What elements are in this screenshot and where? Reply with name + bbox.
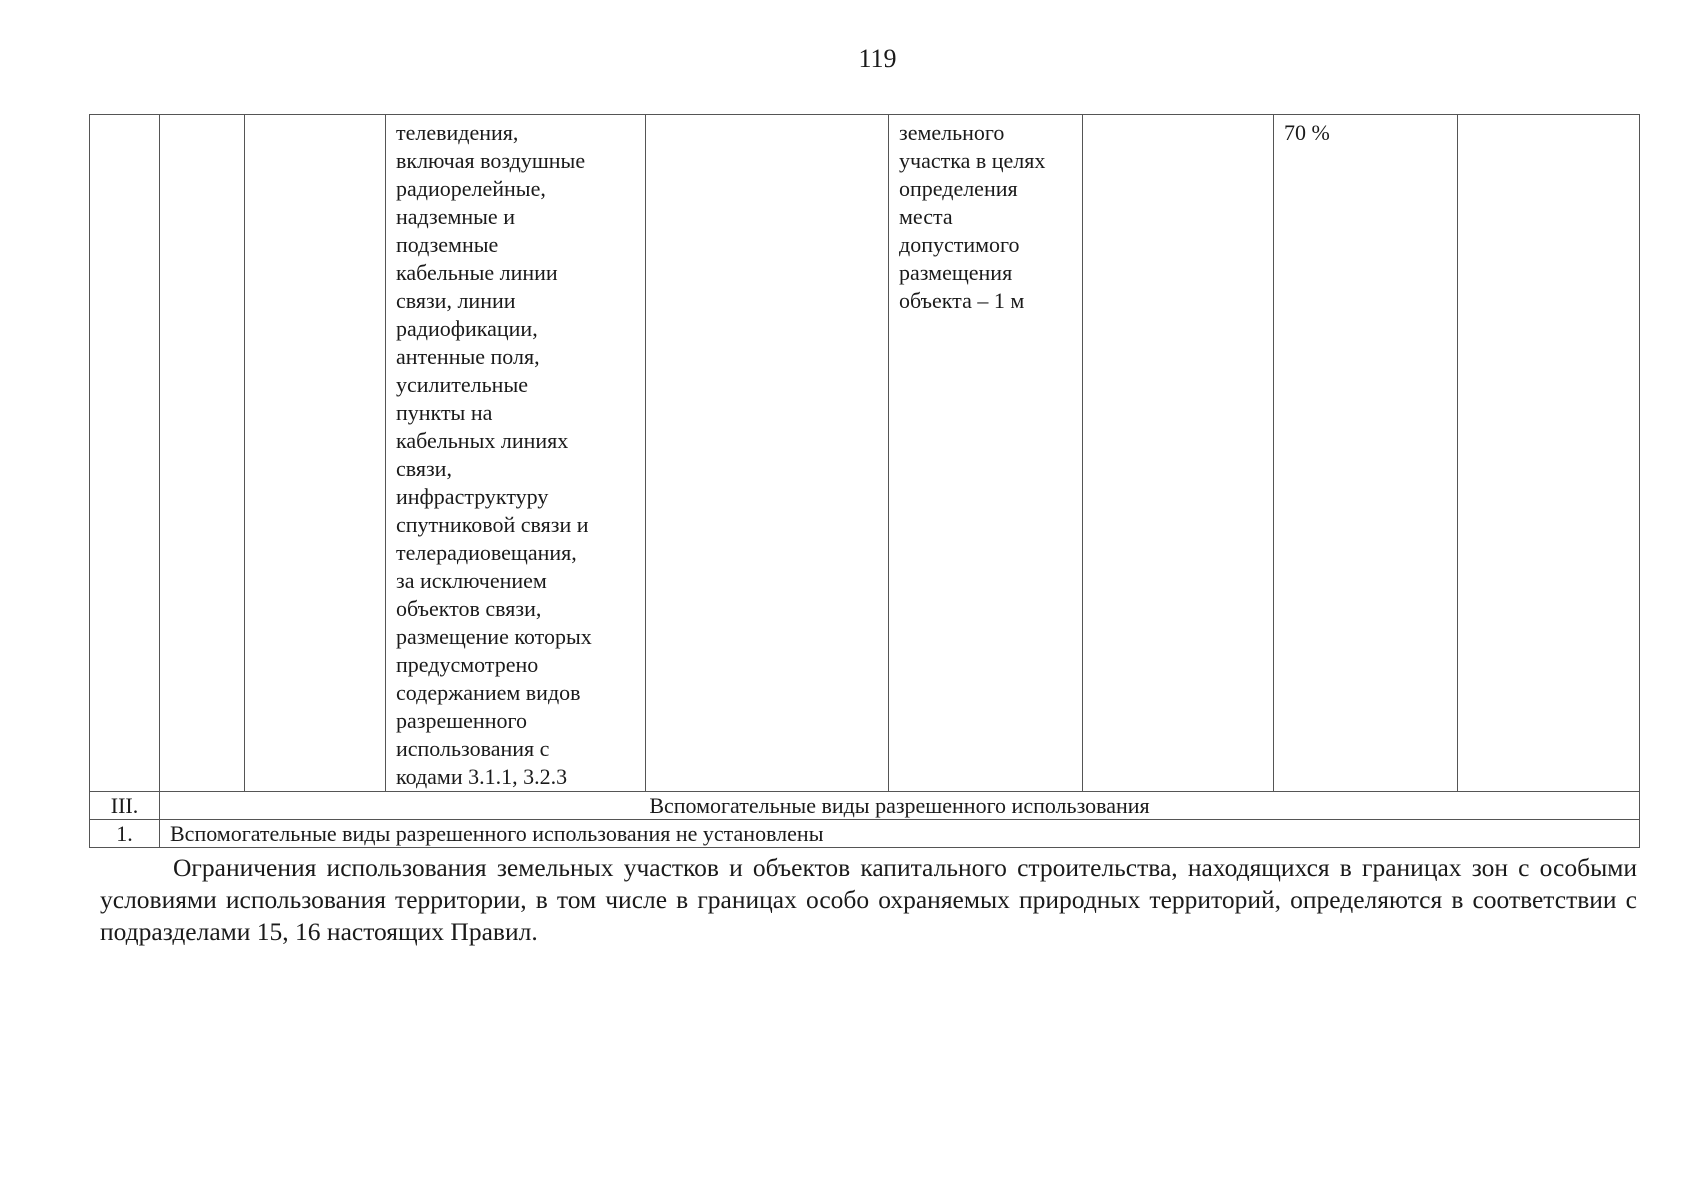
table-row <box>90 115 1640 792</box>
table-cell-coverage: 70 % <box>1274 115 1458 792</box>
item-text: Вспомогательные виды разрешенного использования не установлены <box>160 820 1640 848</box>
table-cell-number <box>90 115 160 792</box>
table-cell-code <box>245 115 386 792</box>
item-number: 1. <box>90 820 160 848</box>
page-number: 119 <box>858 44 897 73</box>
section-row <box>90 792 1640 820</box>
table-cell-floors <box>1083 115 1274 792</box>
table-row <box>90 820 1640 848</box>
table-cell-zone <box>160 115 245 792</box>
table-cell-plot-size <box>646 115 889 792</box>
table-cell-other <box>1458 115 1640 792</box>
table-cell-setback: земельного участка в целях определения места допустимого размещения объекта – 1 м <box>889 115 1083 792</box>
section-number: III. <box>90 792 160 820</box>
regulations-table <box>89 114 1640 848</box>
table-cell-use-description: телевидения, включая воздушные радиорелейные, надземные и подземные кабельные линии связи, линии радиофикации, антенные поля, усилительные пункты на кабельных линиях связи, инфраструктуру спутниковой связи и телерадиовещания, за исключением объектов связи, размещение которых предусмотрено содержанием видов разрешенного использования с кодами 3.1.1, 3.2.3 <box>386 115 646 792</box>
restrictions-paragraph: Ограничения использования земельных участков и объектов капитального строительства, находящихся в границах зон с особыми условиями использования территории, в том числе в границах особо охраняемых природных территорий, определяются в соответствии с подразделами 15, 16 настоящих Правил. <box>100 853 1637 946</box>
section-title: Вспомогательные виды разрешенного использования <box>160 792 1640 820</box>
